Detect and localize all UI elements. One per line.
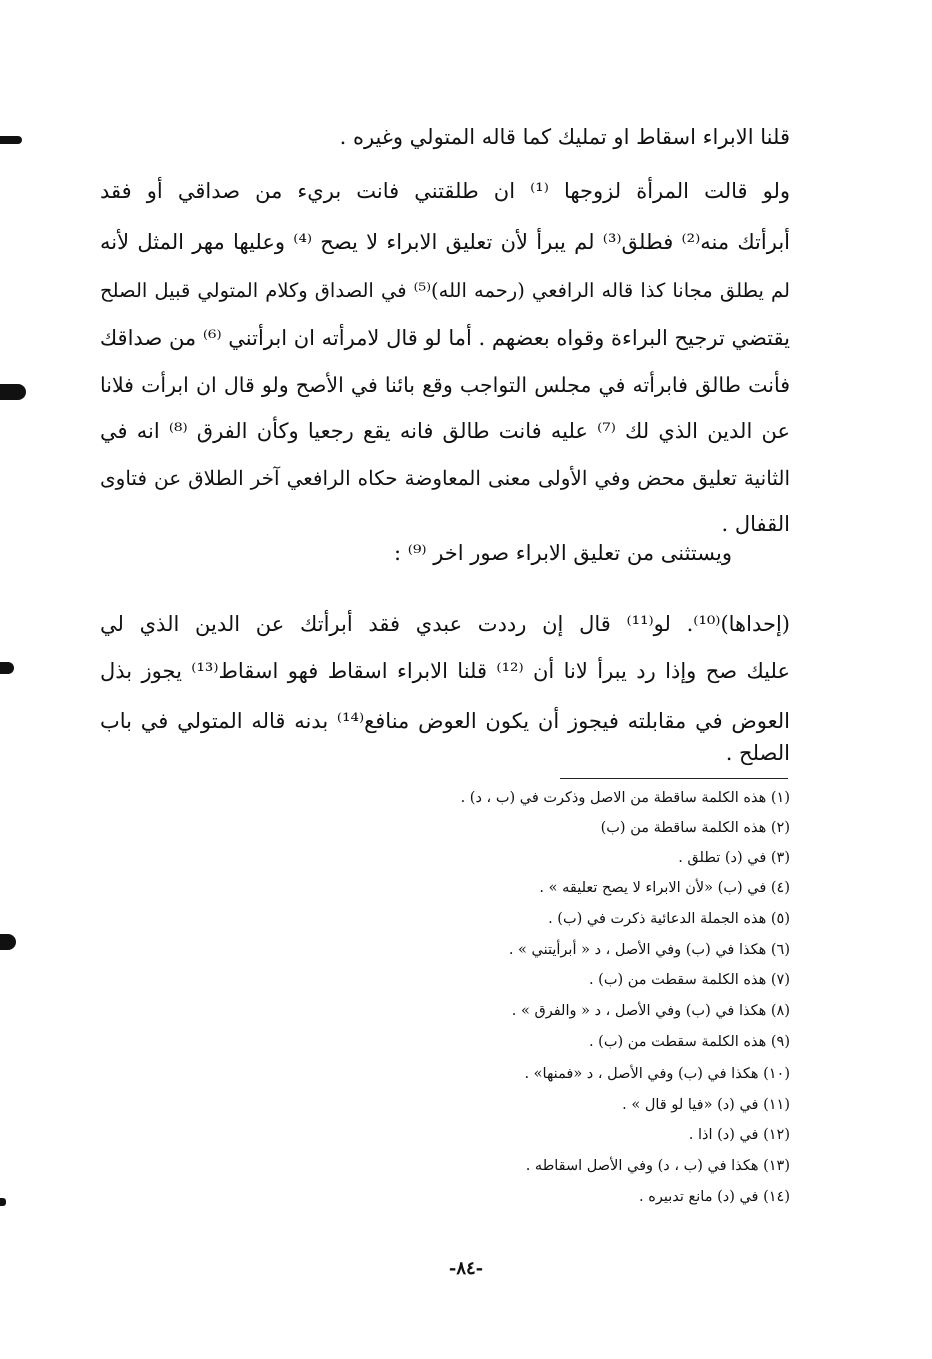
footnote: (١٠) هكذا في (ب) وفي الأصل ، د «فمنها» .	[524, 1066, 790, 1082]
text-line: عليك صح وإذا رد يبرأ لانا أن ⁽¹²⁾ قلنا الابراء اسقاط فهو اسقاط⁽¹³⁾ يجوز بذل	[100, 659, 790, 683]
footnote: (٣) في (د) تطلق .	[678, 850, 790, 866]
text-line: الصلح .	[725, 741, 790, 765]
footnote: (١١) في (د) «فيا لو قال » .	[622, 1097, 790, 1113]
footnote-separator	[560, 778, 788, 779]
footnote: (٦) هكذا في (ب) وفي الأصل ، د « أبرأيتني » .	[508, 942, 790, 958]
text-line: أبرأتك منه⁽²⁾ فطلق⁽³⁾ لم يبرأ لأن تعليق الابراء لا يصح ⁽⁴⁾ وعليها مهر المثل لأنه	[100, 230, 790, 254]
footnote: (٢) هذه الكلمة ساقطة من (ب)	[600, 820, 790, 836]
page-number: -٨٤-	[448, 1258, 484, 1279]
text-line: ويستثنى من تعليق الابراء صور اخر ⁽⁹⁾ :	[394, 541, 732, 565]
scan-edge-mark	[0, 1198, 6, 1206]
text-line: ولو قالت المرأة لزوجها ⁽¹⁾ ان طلقتني فانت بريء من صداقي أو فقد	[100, 179, 790, 203]
text-line: عن الدين الذي لك ⁽⁷⁾ عليه فانت طالق فانه يقع رجعيا وكأن الفرق ⁽⁸⁾ انه في	[100, 419, 790, 443]
footnote: (١٤) في (د) مانع تدبيره .	[639, 1189, 790, 1205]
text-line: (إحداها)⁽¹⁰⁾. لو⁽¹¹⁾ قال إن رددت عبدي فقد أبرأتك عن الدين الذي لي	[100, 612, 790, 636]
footnote: (٧) هذه الكلمة سقطت من (ب) .	[588, 972, 790, 988]
footnote: (١٣) هكذا في (ب ، د) وفي الأصل اسقاطه .	[525, 1158, 790, 1174]
text-line: القفال .	[721, 512, 790, 536]
scan-edge-mark	[0, 934, 16, 950]
main-text	[100, 0, 790, 780]
text-line: يقتضي ترجيح البراءة وقواه بعضهم . أما لو قال لامرأته ان ابرأتني ⁽⁶⁾ من صداقك	[99, 326, 790, 350]
footnote: (٥) هذه الجملة الدعائية ذكرت في (ب) .	[548, 911, 790, 927]
text-line: العوض في مقابلته فيجوز أن يكون العوض منافع⁽¹⁴⁾ بدنه قاله المتولي في باب	[100, 709, 790, 733]
text-line: الثانية تعليق محض وفي الأولى معنى المعاوضة حكاه الرافعي آخر الطلاق عن فتاوى	[100, 466, 790, 490]
text-line: لم يطلق مجانا كذا قاله الرافعي (رحمه الله)⁽⁵⁾ في الصداق وكلام المتولي قبيل الصلح	[100, 279, 790, 302]
footnote: (٩) هذه الكلمة سقطت من (ب) .	[588, 1034, 790, 1050]
footnote: (١٢) في (د) اذا .	[688, 1127, 790, 1143]
scan-edge-mark	[0, 136, 22, 144]
footnote: (١) هذه الكلمة ساقطة من الاصل وذكرت في (ب ، د) .	[460, 790, 790, 806]
text-line: فأنت طالق فابرأته في مجلس التواجب وقع بائنا في الأصح ولو قال ان ابرأت فلانا	[100, 373, 790, 397]
footnote: (٤) في (ب) «لأن الابراء لا يصح تعليقه » .	[539, 880, 790, 896]
scan-edge-mark	[0, 662, 14, 674]
scan-edge-mark	[0, 384, 26, 400]
text-line: قلنا الابراء اسقاط او تمليك كما قاله المتولي وغيره .	[339, 125, 790, 149]
footnote: (٨) هكذا في (ب) وفي الأصل ، د « والفرق » .	[511, 1003, 790, 1019]
